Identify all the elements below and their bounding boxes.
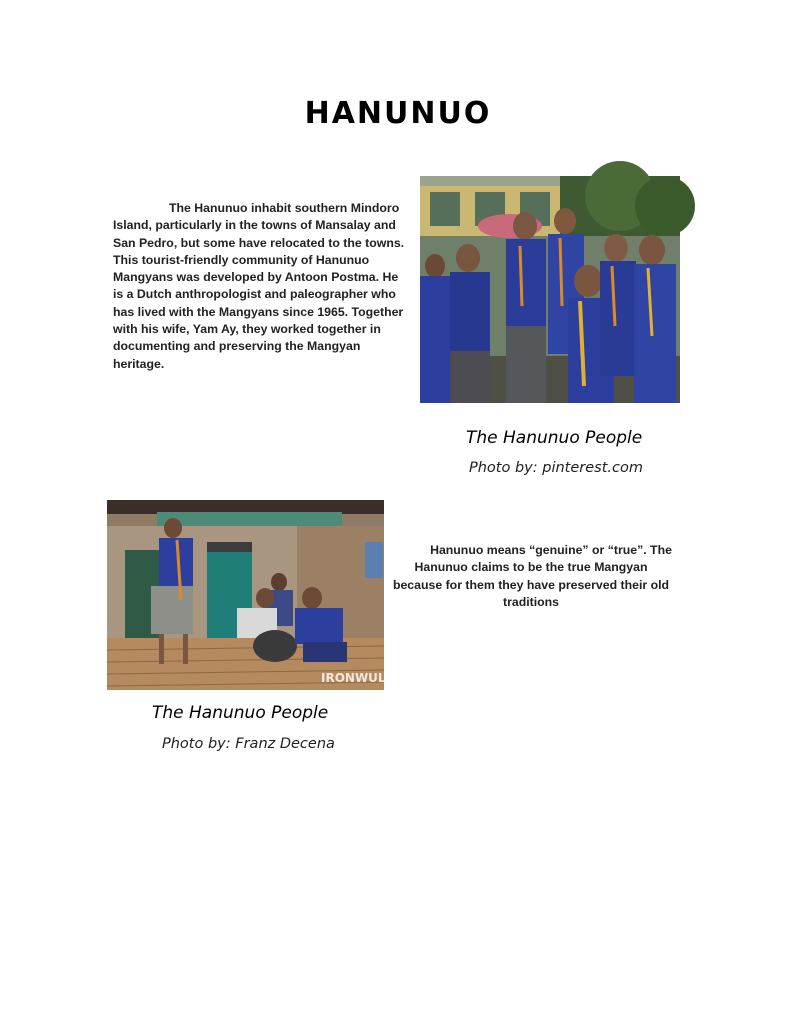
page-title: HANUNUO bbox=[304, 96, 492, 131]
intro-paragraph bbox=[113, 200, 411, 373]
photo2-caption: The Hanunuo People bbox=[152, 703, 329, 723]
photo1-credit: Photo by: pinterest.com bbox=[469, 460, 643, 476]
hanunuo-women-photo bbox=[420, 176, 680, 403]
photo1-caption: The Hanunuo People bbox=[466, 428, 643, 448]
intro-paragraph-text: The Hanunuo inhabit southern Mindoro Island, particularly in the towns of Mansalay and San Pedro, but some have relocated to the towns. This tourist-friendly community of Hanunuo Mangyans was developed by Antoon Postma. He is a Dutch anthropologist and paleographer who has lived with the Mangyans since 1965. Together with his wife, Yam Ay, they worked together in documenting and preserving the Mangyan heritage. bbox=[113, 201, 405, 371]
photo-watermark: IRONWULF bbox=[321, 671, 394, 685]
meaning-paragraph bbox=[390, 542, 672, 611]
meaning-paragraph-text: Hanunuo means “genuine” or “true”. The Hanunuo claims to be the true Mangyan because for them they have preserved their old traditions bbox=[392, 543, 672, 609]
hanunuo-classroom-photo bbox=[107, 500, 394, 690]
photo2-credit: Photo by: Franz Decena bbox=[162, 736, 335, 752]
